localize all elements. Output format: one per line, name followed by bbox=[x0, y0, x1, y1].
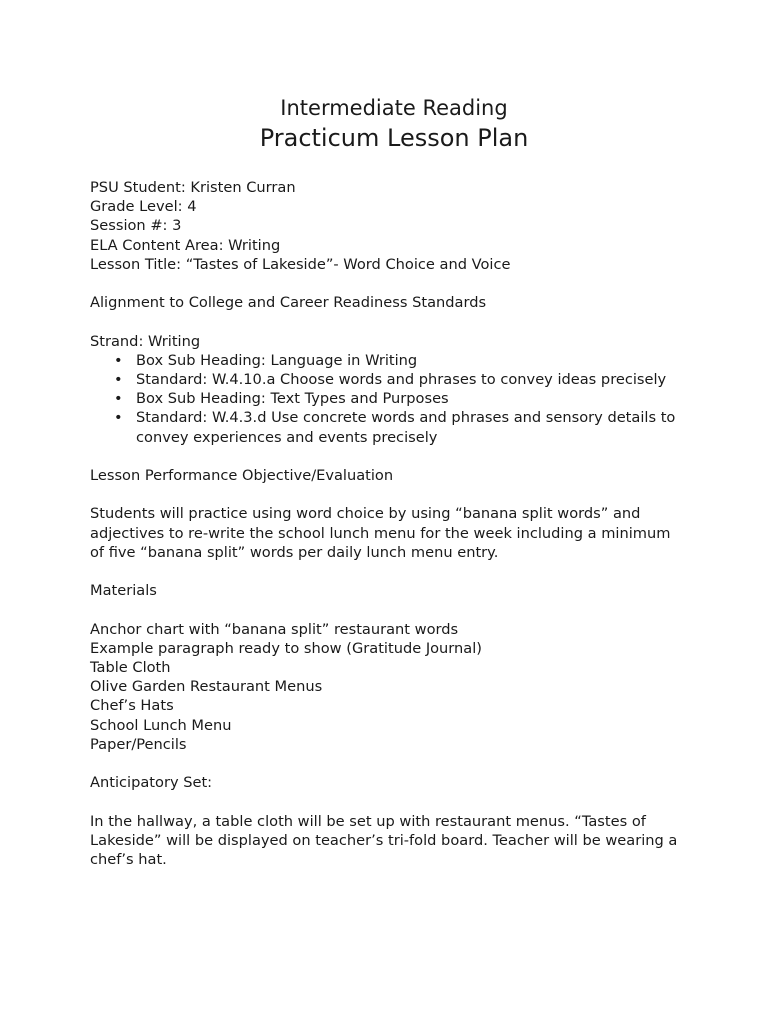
objective-heading: Lesson Performance Objective/Evaluation bbox=[90, 467, 394, 484]
list-item-text: Box Sub Heading: Text Types and Purposes bbox=[136, 390, 449, 408]
anticipatory-heading: Anticipatory Set: bbox=[90, 774, 213, 792]
document-title: Intermediate Reading bbox=[280, 96, 508, 120]
list-item bbox=[114, 408, 690, 446]
bullet-icon: • bbox=[114, 371, 123, 388]
material-item: Table Cloth bbox=[90, 658, 171, 676]
list-item-text: Standard: W.4.10.a Choose words and phrases to convey ideas precisely bbox=[136, 371, 667, 388]
bullet-icon: • bbox=[114, 351, 123, 369]
list-item-text: Box Sub Heading: Language in Writing bbox=[136, 351, 418, 369]
info-student: PSU Student: Kristen Curran bbox=[90, 179, 296, 196]
spacer bbox=[90, 562, 690, 581]
list-item-text: Standard: W.4.3.d Use concrete words and phrases and sensory details to convey experiences and events precisely bbox=[136, 409, 676, 446]
material-item: Paper/Pencils bbox=[90, 735, 187, 753]
spacer bbox=[90, 447, 690, 466]
document-subtitle: Practicum Lesson Plan bbox=[259, 124, 529, 152]
strand-label: Strand: Writing bbox=[90, 332, 201, 350]
lesson-info bbox=[90, 178, 690, 274]
list-item bbox=[114, 351, 690, 370]
info-session: Session #: 3 bbox=[90, 217, 182, 235]
objective-text: Students will practice using word choice by using “banana split words” and adjectives to re-write the school lunch menu for the week including a minimum of five “banana split” words per daily lunch menu entry. bbox=[90, 505, 671, 561]
list-item bbox=[114, 370, 690, 389]
list-item bbox=[114, 389, 690, 408]
spacer bbox=[90, 792, 690, 811]
material-item: Anchor chart with “banana split” restaurant words bbox=[90, 620, 459, 638]
spacer bbox=[90, 754, 690, 773]
standards-list bbox=[90, 351, 690, 447]
info-lesson-title: Lesson Title: “Tastes of Lakeside”- Word Choice and Voice bbox=[90, 255, 511, 273]
spacer bbox=[90, 312, 690, 331]
material-item: School Lunch Menu bbox=[90, 716, 232, 734]
document-page bbox=[90, 94, 690, 869]
material-item: Chef’s Hats bbox=[90, 697, 174, 715]
spacer bbox=[90, 274, 690, 293]
anticipatory-text: In the hallway, a table cloth will be set up with restaurant menus. “Tastes of Lakeside” will be displayed on teacher’s tri-fold board. Teacher will be wearing a chef’s hat. bbox=[90, 812, 678, 868]
info-grade: Grade Level: 4 bbox=[90, 198, 197, 216]
spacer bbox=[90, 485, 690, 504]
spacer bbox=[90, 600, 690, 619]
materials-list bbox=[90, 620, 690, 754]
material-item: Olive Garden Restaurant Menus bbox=[90, 678, 323, 696]
material-item: Example paragraph ready to show (Gratitude Journal) bbox=[90, 639, 482, 657]
info-content-area: ELA Content Area: Writing bbox=[90, 236, 281, 254]
bullet-icon: • bbox=[114, 409, 123, 427]
materials-heading: Materials bbox=[90, 582, 157, 600]
bullet-icon: • bbox=[114, 390, 123, 408]
alignment-heading: Alignment to College and Career Readiness Standards bbox=[90, 294, 487, 312]
